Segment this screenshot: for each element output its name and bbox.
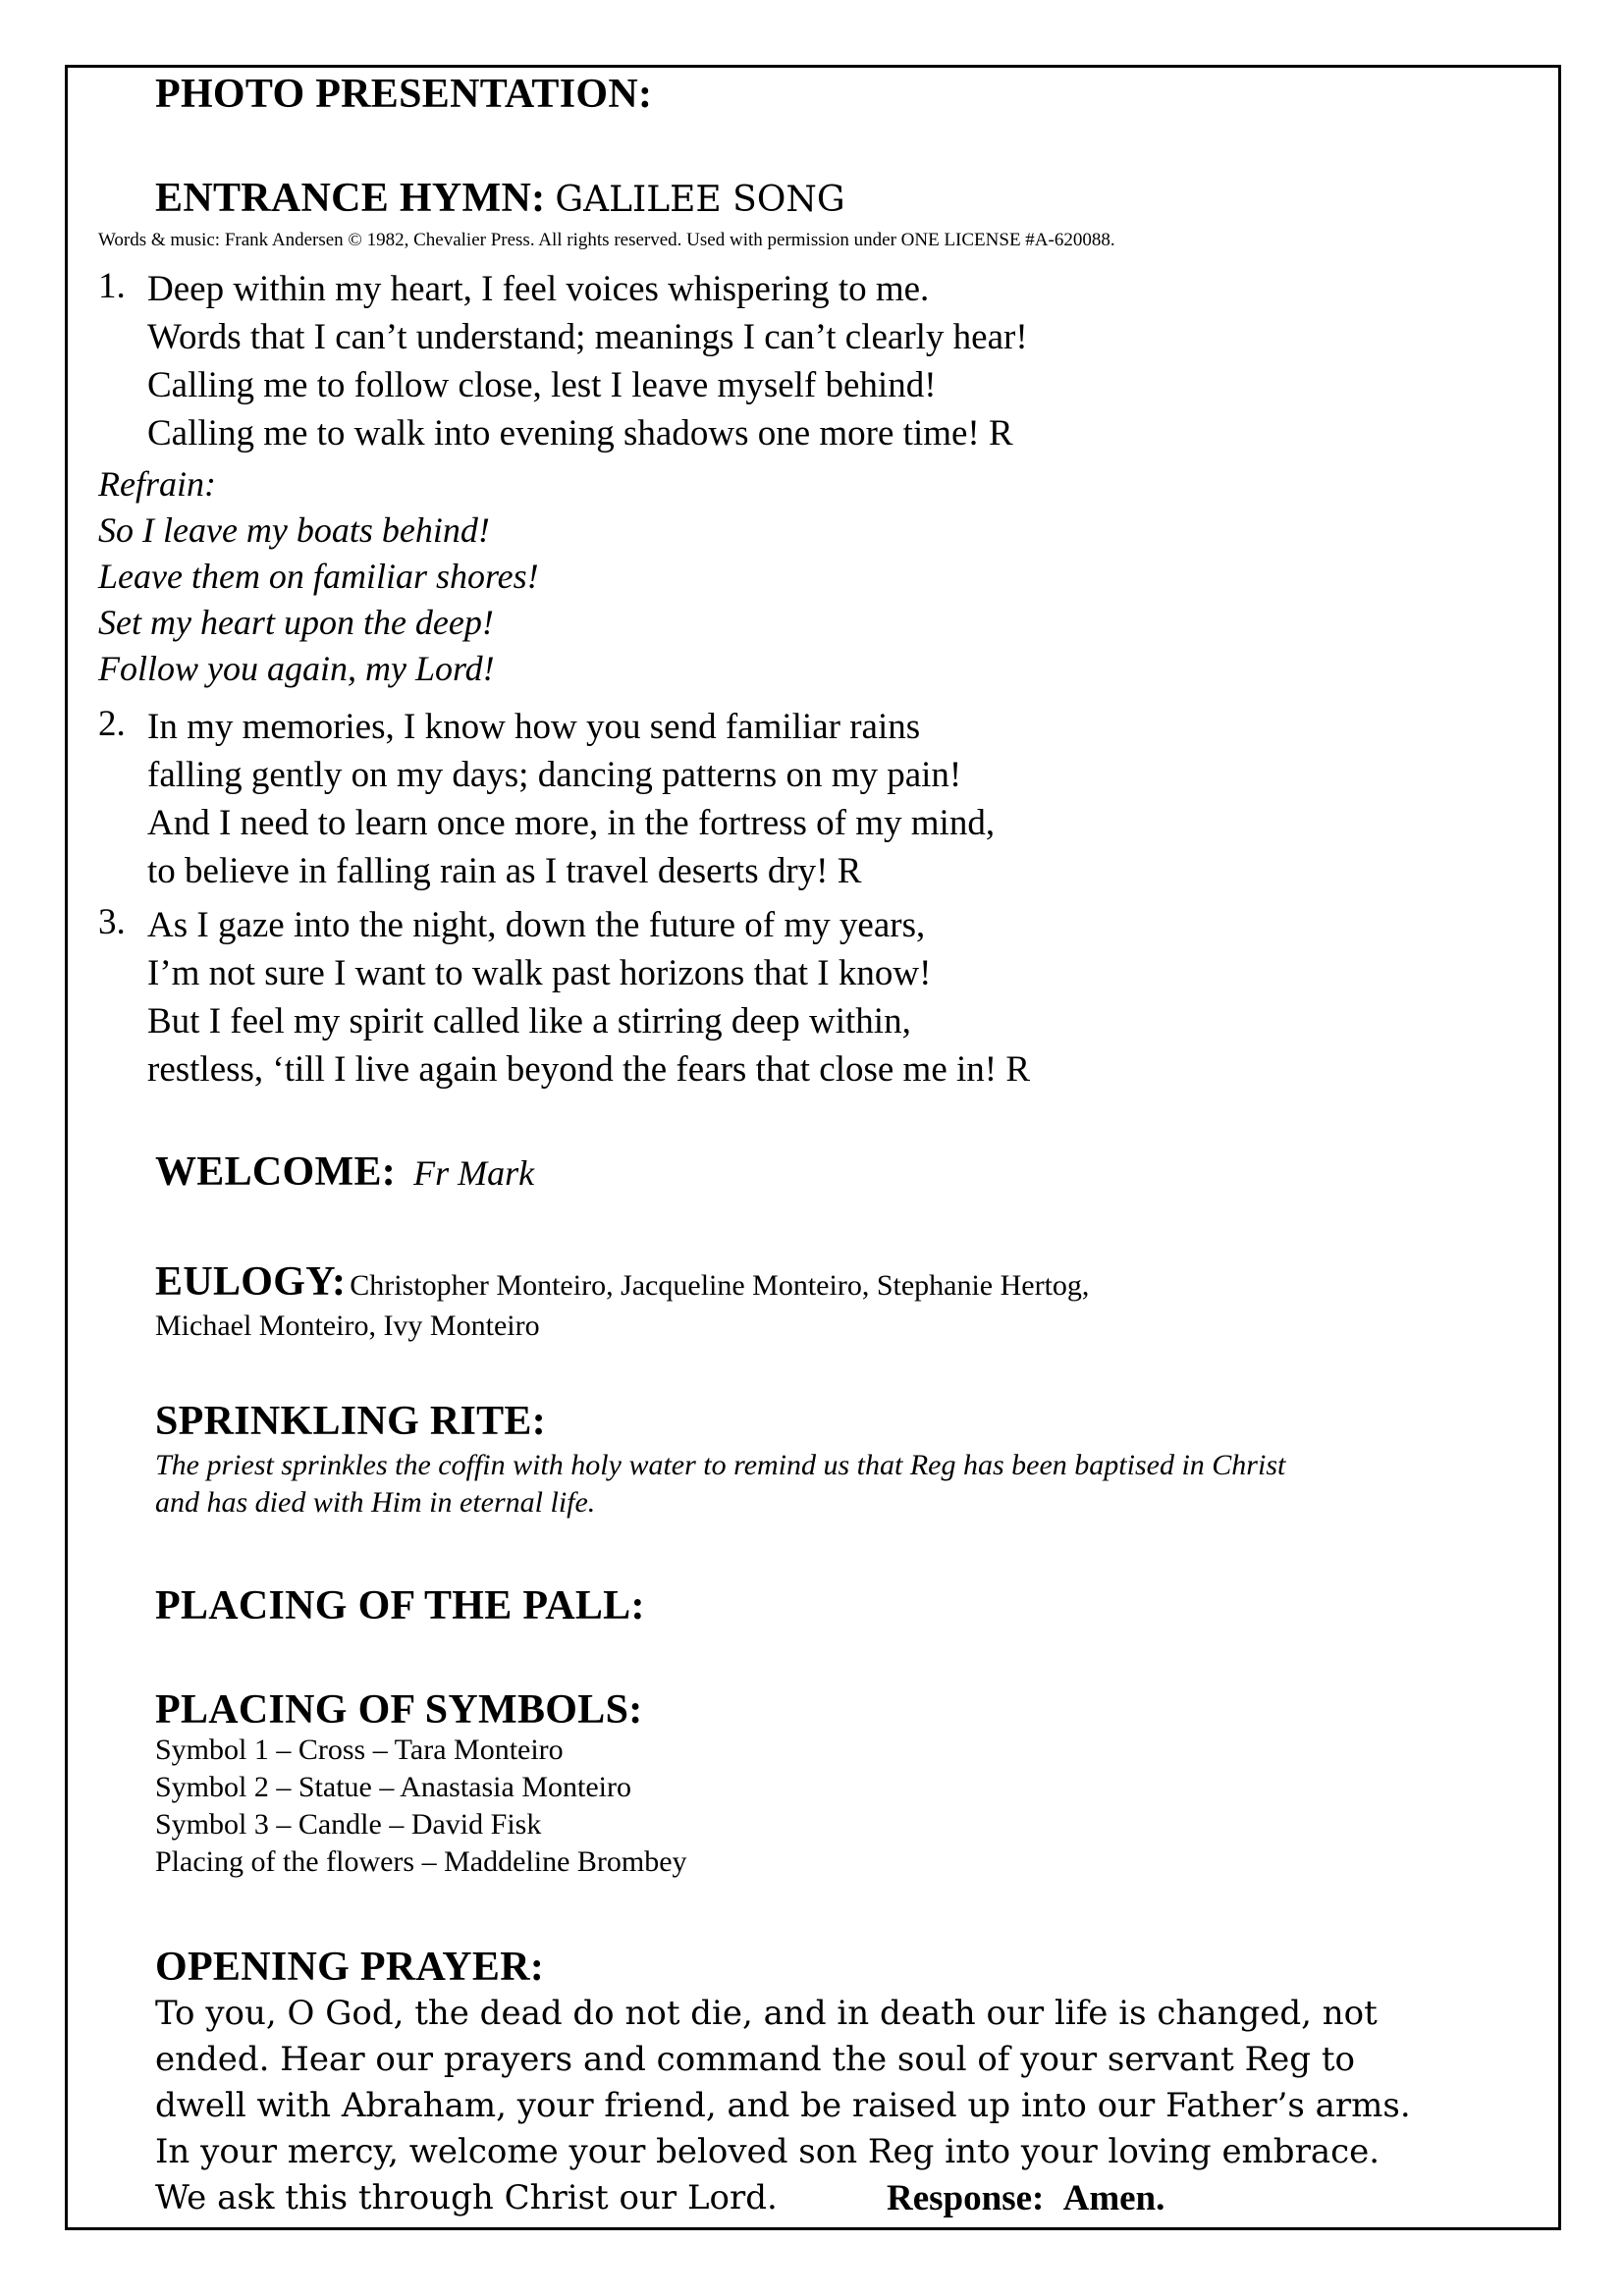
hymn-title: GALILEE SONG (555, 180, 845, 220)
verse-line: In my memories, I know how you send familiar rains (147, 707, 921, 747)
welcome-section (155, 1148, 534, 1196)
placing-symbols-heading: PLACING OF SYMBOLS: (155, 1687, 643, 1733)
eulogy-speakers-line-1: Christopher Monteiro, Jacqueline Monteiro, Stephanie Hertog, (350, 1269, 1090, 1302)
refrain-label: Refrain: (98, 464, 216, 504)
verse-line: Calling me to follow close, lest I leave myself behind! (147, 365, 937, 405)
prayer-response (887, 2175, 1164, 2221)
verse-number: 2. (98, 704, 126, 744)
response-value: Amen. (1062, 2178, 1165, 2218)
refrain-line: Follow you again, my Lord! (98, 649, 495, 688)
verse-line: to believe in falling rain as I travel deserts dry! R (147, 851, 862, 891)
sprinkling-rite-heading: SPRINKLING RITE: (155, 1399, 547, 1444)
eulogy-speakers-line-2: Michael Monteiro, Ivy Monteiro (155, 1309, 540, 1342)
welcome-speaker: Fr Mark (413, 1153, 535, 1193)
response-label: Response: (887, 2178, 1045, 2218)
welcome-heading: WELCOME: (155, 1149, 397, 1195)
placing-symbols-section (155, 1686, 687, 1881)
prayer-line: We ask this through Christ our Lord. (155, 2178, 778, 2217)
photo-presentation-heading: PHOTO PRESENTATION: (155, 72, 653, 117)
sprinkling-rite-text-line-1: The priest sprinkles the coffin with holy water to remind us that Reg has been baptised in Christ (155, 1449, 1286, 1481)
verse-line: I’m not sure I want to walk past horizons that I know! (147, 953, 932, 993)
verse-number: 1. (98, 266, 126, 306)
opening-prayer-section (155, 1944, 1411, 2221)
verse-line: And I need to learn once more, in the fortress of my mind, (147, 803, 996, 843)
placing-pall-heading: PLACING OF THE PALL: (155, 1583, 645, 1629)
verse-line: Words that I can’t understand; meanings I can’t clearly hear! (147, 317, 1028, 357)
refrain (98, 461, 539, 692)
verse-line: Deep within my heart, I feel voices whispering to me. (147, 269, 930, 309)
symbol-item: Symbol 1 – Cross – Tara Monteiro (155, 1734, 564, 1766)
entrance-hymn-heading: ENTRANCE HYMN: (155, 176, 546, 221)
verse-line: As I gaze into the night, down the future of my years, (147, 905, 926, 945)
refrain-line: So I leave my boats behind! (98, 510, 490, 550)
sprinkling-rite-text-line-2: and has died with Him in eternal life. (155, 1486, 596, 1519)
prayer-line: To you, O God, the dead do not die, and in death our life is changed, not (155, 1994, 1378, 2033)
eulogy-heading: EULOGY: (155, 1259, 347, 1305)
entrance-hymn-header (155, 175, 845, 222)
opening-prayer-heading: OPENING PRAYER: (155, 1945, 545, 1990)
verse-line: But I feel my spirit called like a stirring deep within, (147, 1001, 911, 1041)
symbol-item: Placing of the flowers – Maddeline Brombey (155, 1845, 687, 1878)
symbol-item: Symbol 2 – Statue – Anastasia Monteiro (155, 1771, 631, 1803)
refrain-line: Leave them on familiar shores! (98, 557, 539, 596)
prayer-line: dwell with Abraham, your friend, and be raised up into our Father’s arms. (155, 2086, 1411, 2125)
verse-line: falling gently on my days; dancing patterns on my pain! (147, 755, 962, 795)
prayer-line: In your mercy, welcome your beloved son Reg into your loving embrace. (155, 2132, 1380, 2171)
verse-line: restless, ‘till I live again beyond the fears that close me in! R (147, 1049, 1031, 1090)
refrain-line: Set my heart upon the deep! (98, 603, 494, 642)
eulogy-section (155, 1258, 1089, 1345)
prayer-line: ended. Hear our prayers and command the soul of your servant Reg to (155, 2040, 1355, 2079)
verse-number: 3. (98, 902, 126, 942)
symbol-item: Symbol 3 – Candle – David Fisk (155, 1808, 542, 1841)
verse-line: Calling me to walk into evening shadows one more time! R (147, 413, 1013, 454)
hymn-copyright: Words & music: Frank Andersen © 1982, Chevalier Press. All rights reserved. Used with permission under ONE LICENSE #A-620088. (98, 230, 1115, 250)
prayer-final-line (155, 2175, 1411, 2221)
sprinkling-rite-section (155, 1398, 1285, 1522)
